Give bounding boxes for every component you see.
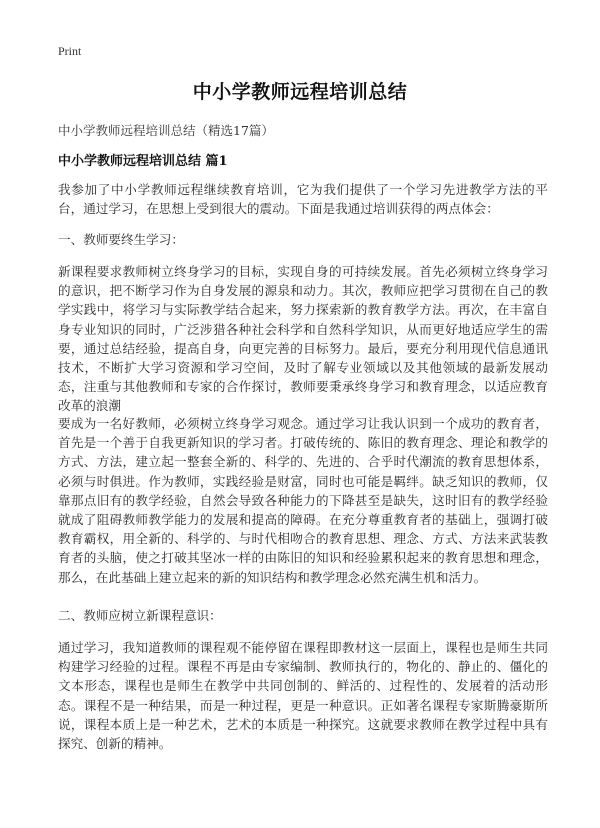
paragraph-new-curriculum: 通过学习，我知道教师的课程观不能停留在课程即教材这一层面上，课程也是师生共同构建学习经验的过程。课程不再是由专家编制、教师执行的，物化的、静止的、僵化的文本形态，课程也是师生在教学中共同创制的、鲜活的、过程性的、发展着的活动形态。课程不是一种结果，而是一种过程，更是一种意识。正如著名课程专家斯腾豪斯所说，课程本质上是一种艺术，艺术的本质是一种探究。这就要求教师在教学过程中具有探究、创新的精神。: [58, 640, 548, 752]
print-link[interactable]: Print: [58, 44, 82, 58]
heading-new-curriculum: 二、教师应树立新课程意识：: [58, 608, 222, 623]
document-subtitle: 中小学教师远程培训总结（精选17篇）: [58, 123, 274, 138]
heading-lifelong-learning: 一、教师要终生学习：: [58, 232, 184, 247]
paragraph-intro: 我参加了中小学教师远程继续教育培训，它为我们提供了一个学习先进教学方法的平台，通过学习，在思想上受到很大的震动。下面是我通过培训获得的两点体会：: [58, 182, 548, 217]
paragraph-lifelong-learning: 新课程要求教师树立终身学习的目标，实现自身的可持续发展。首先必须树立终身学习的意识，把不断学习作为自身发展的源泉和动力。其次，教师应把学习贯彻在自己的教学实践中，将学习与实际教学结合起来，努力探索新的教育教学方法。再次，在丰富自身专业知识的同时，广泛涉猎各种社会科学和自然科学知识，从而更好地适应学生的需要，通过总结经验，提高自身，向更完善的目标努力。最后，要充分利用现代信息通讯技术，不断扩大学习资源和学习空间，及时了解专业领域以及其他领域的最新发展动态，注重与其他教师和专家的合作探讨，教师要秉承终身学习和教育理念，以适应教育改革的浪潮: [58, 264, 548, 414]
section-title: 中小学教师远程培训总结 篇1: [58, 154, 228, 169]
page-title: 中小学教师远程培训总结: [192, 81, 408, 103]
paragraph-good-teacher: 要成为一名好教师，必须树立终身学习观念。通过学习让我认识到一个成功的教育者，首先是一个善于自我更新知识的学习者。打破传统的、陈旧的教育理念、理论和教学的方式、方法，建立起一整套全新的、科学的、先进的、合乎时代潮流的教育思想体系，必须与时俱进。作为教师，实践经验是财富，同时也可能是羁绊。缺乏知识的教师，仅靠那点旧有的教学经验，自然会导致各种能力的下降甚至是缺失，这时旧有的教学经验就成了阻碍教师教学能力的发展和提高的障碍。在充分尊重教育者的基础上，强调打破教育霸权，用全新的、科学的、与时代相吻合的教育思想、理念、方式、方法来武装教育者的头脑，使之打破其坚冰一样的由陈旧的知识和经验累积起来的教育思想和理念，那么，在此基础上建立起来的新的知识结构和教学理念必然充满生机和活力。: [58, 416, 548, 585]
